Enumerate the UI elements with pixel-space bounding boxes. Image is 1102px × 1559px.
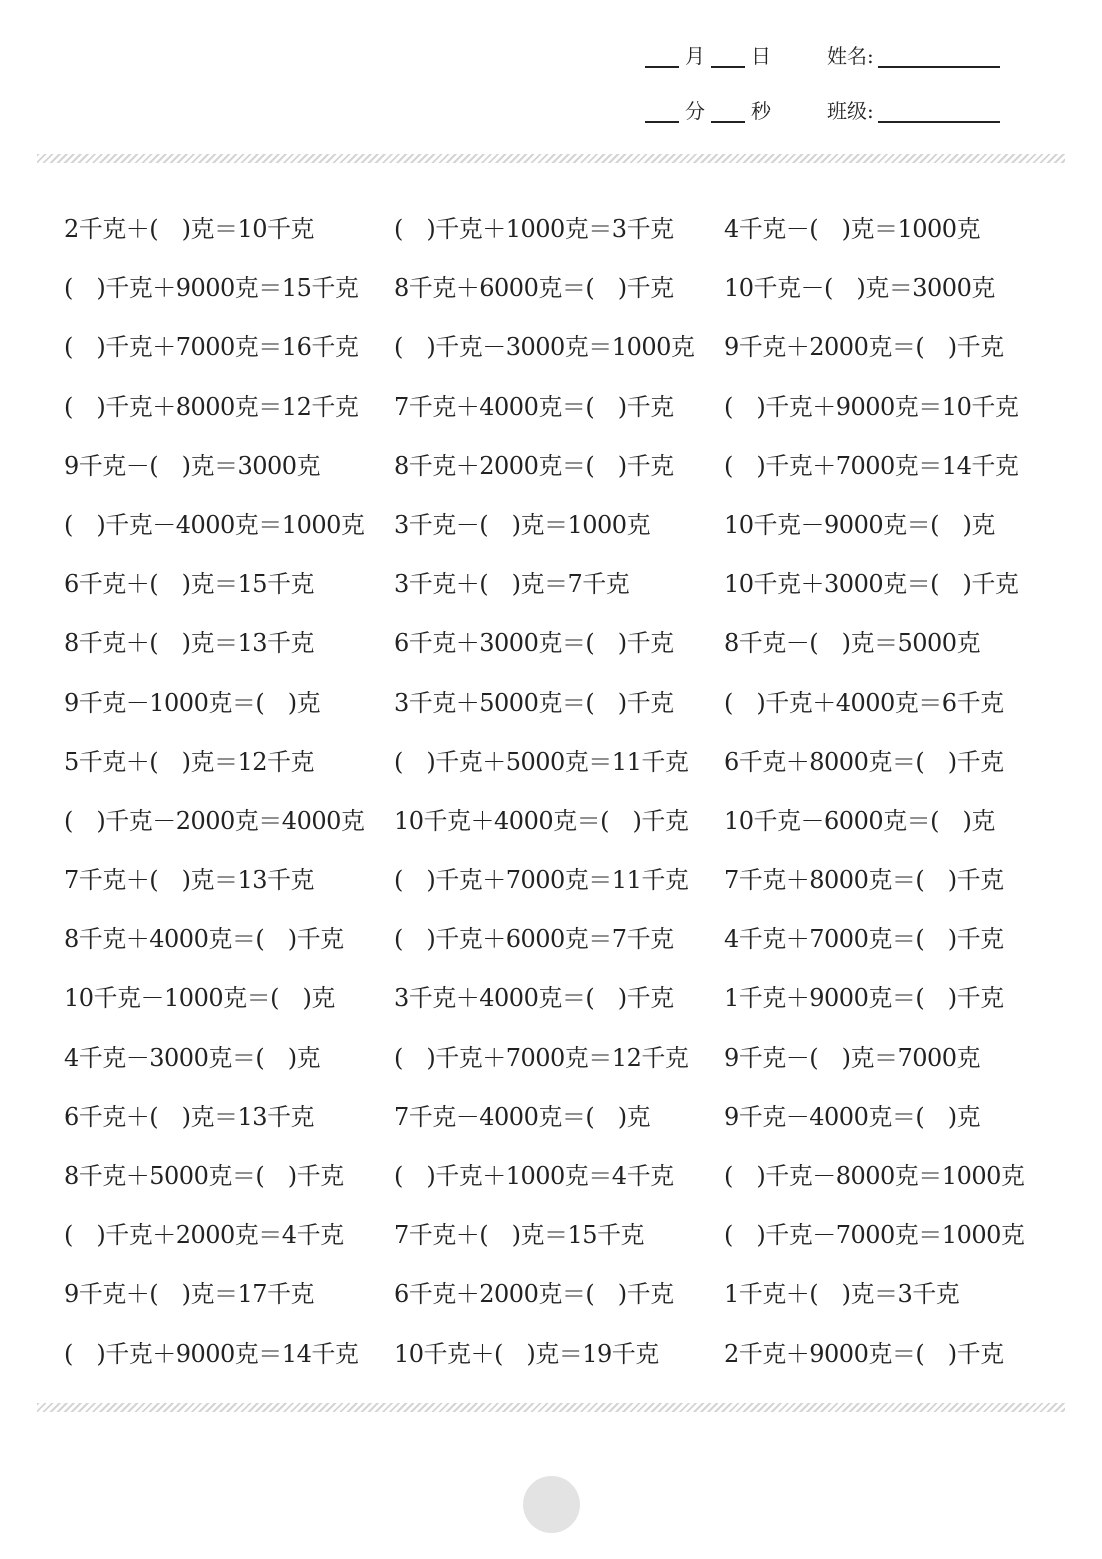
problem-item: 7千克＋( )克＝13千克	[64, 866, 315, 895]
problem-item: 8千克＋6000克＝( )千克	[394, 274, 674, 303]
problem-item: 8千克＋4000克＝( )千克	[64, 925, 344, 954]
day-label: 日	[751, 44, 771, 68]
problem-item: 10千克－6000克＝( )克	[724, 806, 995, 835]
problem-item: 4千克－( )克＝1000克	[724, 215, 981, 243]
problem-item: ( )千克＋9000克＝15千克	[64, 274, 359, 303]
problem-item: 9千克－( )克＝7000克	[724, 1043, 981, 1072]
problem-item: 6千克＋2000克＝( )千克	[394, 1280, 674, 1309]
second-label: 秒	[751, 99, 771, 123]
problem-item: 6千克＋( )克＝13千克	[64, 1102, 315, 1131]
second-blank[interactable]	[711, 101, 745, 123]
problem-item: 9千克－( )克＝3000克	[64, 451, 321, 480]
problem-item: 8千克－( )克＝5000克	[724, 629, 981, 658]
problem-item: 3千克－( )克＝1000克	[394, 510, 651, 539]
problem-item: ( )千克＋1000克＝4千克	[394, 1162, 674, 1190]
problem-item: ( )千克－7000克＝1000克	[724, 1221, 1025, 1250]
minute-blank[interactable]	[645, 101, 679, 123]
problem-item: ( )千克＋7000克＝16千克	[64, 333, 359, 362]
problem-item: 1千克＋9000克＝( )千克	[724, 984, 1004, 1013]
problem-item: 10千克－9000克＝( )克	[724, 510, 995, 539]
problem-item: ( )千克＋7000克＝14千克	[724, 451, 1019, 480]
problem-item: ( )千克＋6000克＝7千克	[394, 925, 674, 954]
problem-item: 7千克＋( )克＝15千克	[394, 1221, 645, 1250]
problem-item: ( )千克－3000克＝1000克	[394, 333, 695, 362]
problem-item: 10千克－1000克＝( )克	[64, 984, 335, 1013]
problem-item: 8千克＋( )克＝13千克	[64, 629, 315, 658]
problem-item: 9千克－1000克＝( )克	[64, 688, 321, 717]
top-divider	[37, 154, 1065, 163]
problem-item: 8千克＋5000克＝( )千克	[64, 1162, 344, 1190]
name-blank[interactable]	[878, 46, 1000, 68]
day-blank[interactable]	[711, 46, 745, 68]
problem-item: 6千克＋3000克＝( )千克	[394, 629, 674, 658]
problem-item: 10千克＋( )克＝19千克	[394, 1339, 659, 1368]
page-number-circle	[523, 1476, 580, 1533]
problem-item: ( )千克＋7000克＝11千克	[394, 866, 689, 895]
month-blank[interactable]	[645, 46, 679, 68]
problem-item: ( )千克＋9000克＝14千克	[64, 1339, 359, 1368]
problem-item: ( )千克－8000克＝1000克	[724, 1162, 1025, 1190]
problem-item: ( )千克＋1000克＝3千克	[394, 215, 674, 243]
problem-item: ( )千克－2000克＝4000克	[64, 806, 365, 835]
month-label: 月	[685, 44, 705, 68]
problem-item: 10千克－( )克＝3000克	[724, 274, 995, 303]
problem-item: 2千克＋( )克＝10千克	[64, 215, 315, 243]
time-class-row	[645, 99, 1000, 123]
class-label: 班级:	[827, 99, 874, 123]
problem-item: 4千克＋7000克＝( )千克	[724, 925, 1004, 954]
problem-item: 3千克＋4000克＝( )千克	[394, 984, 674, 1013]
problem-item: 9千克＋2000克＝( )千克	[724, 333, 1004, 362]
problem-item: 2千克＋9000克＝( )千克	[724, 1339, 1004, 1368]
problem-item: 3千克＋5000克＝( )千克	[394, 688, 674, 717]
problem-item: 6千克＋8000克＝( )千克	[724, 747, 1004, 776]
class-field	[827, 99, 1000, 123]
name-label: 姓名:	[827, 44, 874, 68]
problem-item: ( )千克＋9000克＝10千克	[724, 392, 1019, 421]
problem-item: ( )千克＋4000克＝6千克	[724, 688, 1004, 717]
problem-item: 4千克－3000克＝( )克	[64, 1043, 321, 1072]
minute-label: 分	[685, 99, 705, 123]
problem-item: ( )千克＋8000克＝12千克	[64, 392, 359, 421]
date-name-row	[645, 44, 1000, 68]
problem-item: 6千克＋( )克＝15千克	[64, 570, 315, 599]
name-field	[827, 44, 1000, 68]
problem-item: 10千克＋4000克＝( )千克	[394, 806, 689, 835]
problem-item: 9千克－4000克＝( )克	[724, 1102, 981, 1131]
problem-item: 1千克＋( )克＝3千克	[724, 1280, 960, 1309]
problem-item: 9千克＋( )克＝17千克	[64, 1280, 315, 1309]
problem-item: 5千克＋( )克＝12千克	[64, 747, 315, 776]
bottom-divider	[37, 1403, 1065, 1412]
problem-item: ( )千克＋2000克＝4千克	[64, 1221, 344, 1250]
problem-item: 7千克＋8000克＝( )千克	[724, 866, 1004, 895]
problem-item: 8千克＋2000克＝( )千克	[394, 451, 674, 480]
problem-item: ( )千克＋5000克＝11千克	[394, 747, 689, 776]
class-blank[interactable]	[878, 101, 1000, 123]
problem-item: 7千克＋4000克＝( )千克	[394, 392, 674, 421]
problem-item: 3千克＋( )克＝7千克	[394, 570, 630, 599]
problem-item: ( )千克－4000克＝1000克	[64, 510, 365, 539]
problem-item: 10千克＋3000克＝( )千克	[724, 570, 1019, 599]
problem-grid	[64, 206, 1064, 1390]
problem-item: 7千克－4000克＝( )克	[394, 1102, 651, 1131]
problem-item: ( )千克＋7000克＝12千克	[394, 1043, 689, 1072]
